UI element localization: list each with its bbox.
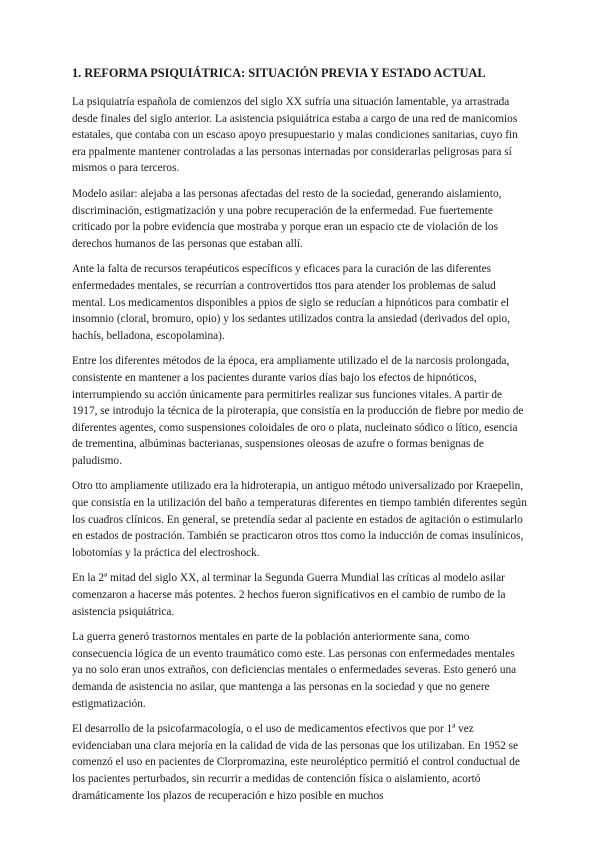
- paragraph-4: Entre los diferentes métodos de la época, era ampliamente utilizado el de la narcosis prolongada, consistente en mantener a los pacientes durante varios días bajo los efectos de hipnóticos, interrumpiendo su acción únicamente para permitirles realizar sus funciones vitales. A partir de 1917, se introdujo la técnica de la piroterapia, que consistía en la producción de fiebre por medio de diferentes agentes, como suspensiones coloidales de oro o plata, nucleinato sódico o lítico, esencia de trementina, albúminas bacterianas, suspensiones oleosas de azufre o formas benignas de paludismo.: [72, 355, 524, 467]
- paragraph-5: Otro tto ampliamente utilizado era la hidroterapia, un antiguo método universalizado por Kraepelin, que consistía en la utilización del baño a temperaturas diferentes en tiempo también diferentes según los cuadros clínicos. En general, se pretendía sedar al paciente en estados de agitación o estimularlo en estados de postración. También se practicaron otros ttos como la inducción de comas insulínicos, lobotomías y la práctica del electroshock.: [72, 480, 527, 559]
- paragraph-8: El desarrollo de la psicofarmacología, o el uso de medicamentos efectivos que por 1ª vez evidenciaban una clara mejoría en la calidad de vida de las personas que los utilizaban. En 1952 se comenzó el uso en pacientes de Clorpromazina, este neuroléptico permitió el control conductual de los pacientes perturbados, sin recurrir a medidas de contención física o aislamiento, acortó dramáticamente los plazos de recuperación e hizo posible en muchos: [72, 723, 520, 802]
- paragraph-3: Ante la falta de recursos terapéuticos específicos y eficaces para la curación de las diferentes enfermedades mentales, se recurrían a controvertidos ttos para atender los problemas de salud mental. Los medicamentos disponibles a ppios de siglo se reducían a hipnóticos para combatir el insomnio (cloral, bromuro, opio) y los sedantes utilizados contra la ansiedad (derivados del opio, hachís, belladona, escopolamina).: [72, 263, 510, 342]
- document-body: [72, 66, 528, 813]
- section-heading: 1. REFORMA PSIQUIÁTRICA: SITUACIÓN PREVIA Y ESTADO ACTUAL: [72, 66, 486, 80]
- paragraph-1: La psiquiatría española de comienzos del siglo XX sufría una situación lamentable, ya arrastrada desde finales del siglo anterior. La asistencia psiquiátrica estaba a cargo de una red de manicomios estatales, que contaba con un escaso apoyo presupuestario y malas condiciones sanitarias, cuyo fin era ppalmente mantener controladas a las personas internadas por considerarlas peligrosas para sí mismos o para terceros.: [72, 96, 518, 175]
- paragraph-6: En la 2ª mitad del siglo XX, al terminar la Segunda Guerra Mundial las críticas al modelo asilar comenzaron a hacerse más potentes. 2 hechos fueron significativos en el cambio de rumbo de la asistencia psiquiátrica.: [72, 572, 506, 618]
- paragraph-2: Modelo asilar: alejaba a las personas afectadas del resto de la sociedad, generando aislamiento, discriminación, estigmatización y una pobre recuperación de la enfermedad. Fue fuertemente criticado por la pobre evidencia que mostraba y porque eran un espacio cte de violación de los derechos humanos de las personas que estaban allí.: [72, 187, 502, 250]
- paragraph-7: La guerra generó trastornos mentales en parte de la población anteriormente sana, como consecuencia lógica de un evento traumático como este. Las personas con enfermedades mentales ya no solo eran unos extraños, con deficiencias mentales o enfermedades severas. Esto generó una demanda de asistencia no asilar, que mantenga a las personas en la sociedad y que no genere estigmatización.: [72, 631, 517, 710]
